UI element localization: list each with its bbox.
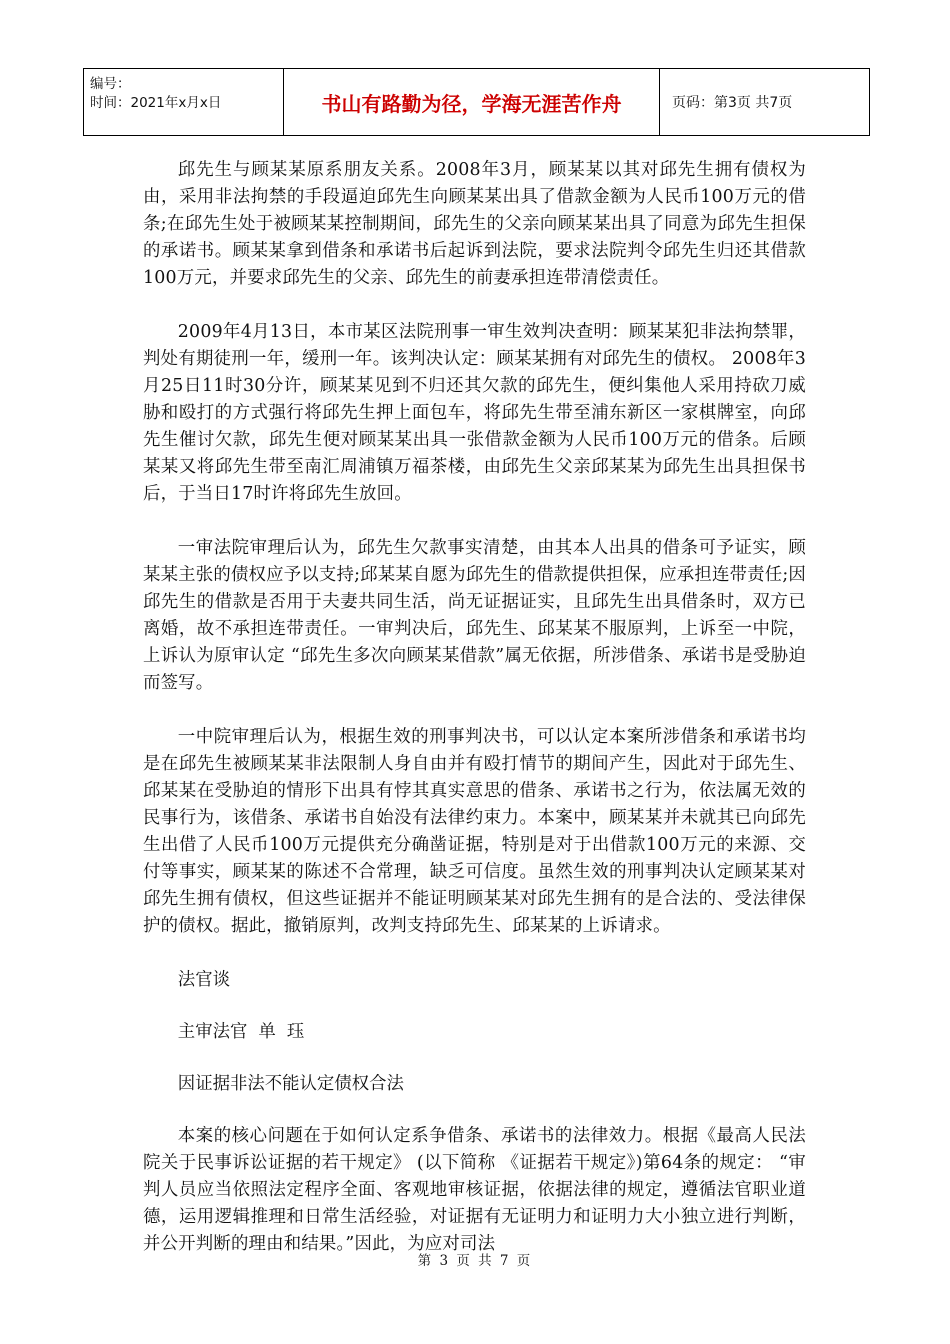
header-slogan: 书山有路勤为径，学海无涯苦作舟 <box>284 69 660 135</box>
document-header <box>83 68 870 136</box>
header-page-info: 页码：第3页 共7页 <box>672 95 793 111</box>
paragraph-3: 一审法院审理后认为，邱先生欠款事实清楚，由其本人出具的借条可予证实，顾某某主张的债权应予以支持;邱某某自愿为邱先生的借款提供担保，应承担连带责任;因邱先生的借款是否用于夫妻共同生活，尚无证据证实，且邱先生出具借条时，双方已离婚，故不承担连带责任。一审判决后，邱先生、邱某某不服原判，上诉至一中院，上诉认为原审认定 “邱先生多次向顾某某借款”属无依据，所涉借条、承诺书是受胁迫而签写。 <box>143 538 806 693</box>
paragraph-5: 本案的核心问题在于如何认定系争借条、承诺书的法律效力。根据《最高人民法院关于民事诉讼证据的若干规定》 (以下简称 《证据若干规定》)第64条的规定： “审判人员应当依照法定程序全面、客观地审核证据，依据法律的规定，遵循法官职业道德，运用逻辑推理和日常生活经验，对证据有无证明力和证明力大小独立进行判断，并公开判断的理由和结果。”因此，为应对司法 <box>143 1126 806 1254</box>
presiding-judge-line: 主审法官 单 珏 <box>177 1022 305 1042</box>
paragraph-4: 一中院审理后认为，根据生效的刑事判决书，可以认定本案所涉借条和承诺书均是在邱先生被顾某某非法限制人身自由并有殴打情节的期间产生，因此对于邱先生、邱某某在受胁迫的情形下出具有悖其真实意思的借条、承诺书之行为，依法属无效的民事行为，该借条、承诺书自始没有法律约束力。本案中，顾某某并未就其已向邱先生出借了人民币100万元提供充分确凿证据，特别是对于出借款100万元的来源、交付等事实，顾某某的陈述不合常理，缺乏可信度。虽然生效的刑事判决认定顾某某对邱先生拥有债权，但这些证据并不能证明顾某某对邱先生拥有的是合法的、受法律保护的债权。据此，撤销原判，改判支持邱先生、邱某某的上诉请求。 <box>143 727 806 936</box>
paragraph-2: 2009年4月13日，本市某区法院刑事一审生效判决查明：顾某某犯非法拘禁罪，判处有期徒刑一年，缓刑一年。该判决认定：顾某某拥有对邱先生的债权。 2008年3月25日11时30分许，顾某某见到不归还其欠款的邱先生，便纠集他人采用持砍刀威胁和殴打的方式强行将邱先生押上面包车，将邱先生带至浦东新区一家棋牌室，向邱先生催讨欠款，邱先生便对顾某某出具一张借款金额为人民币100万元的借条。后顾某某又将邱先生带至南汇周浦镇万福茶楼，由邱先生父亲邱某某为邱先生出具担保书后，于当日17时许将邱先生放回。 <box>143 322 806 504</box>
serial-label: 编号： <box>90 76 131 92</box>
document-body <box>143 157 806 1285</box>
section-heading-judge-talk: 法官谈 <box>177 970 230 990</box>
time-label: 时间：2021年x月x日 <box>90 95 222 111</box>
section-subtitle: 因证据非法不能认定债权合法 <box>177 1074 404 1094</box>
page-footer: 第 3 页 共 7 页 <box>417 1253 533 1269</box>
paragraph-1: 邱先生与顾某某原系朋友关系。2008年3月，顾某某以其对邱先生拥有债权为由，采用非法拘禁的手段逼迫邱先生向顾某某出具了借款金额为人民币100万元的借条;在邱先生处于被顾某某控制期间，邱先生的父亲向顾某某出具了同意为邱先生担保的承诺书。顾某某拿到借条和承诺书后起诉到法院，要求法院判令邱先生归还其借款100万元，并要求邱先生的父亲、邱先生的前妻承担连带清偿责任。 <box>143 160 806 288</box>
header-meta <box>84 69 284 135</box>
